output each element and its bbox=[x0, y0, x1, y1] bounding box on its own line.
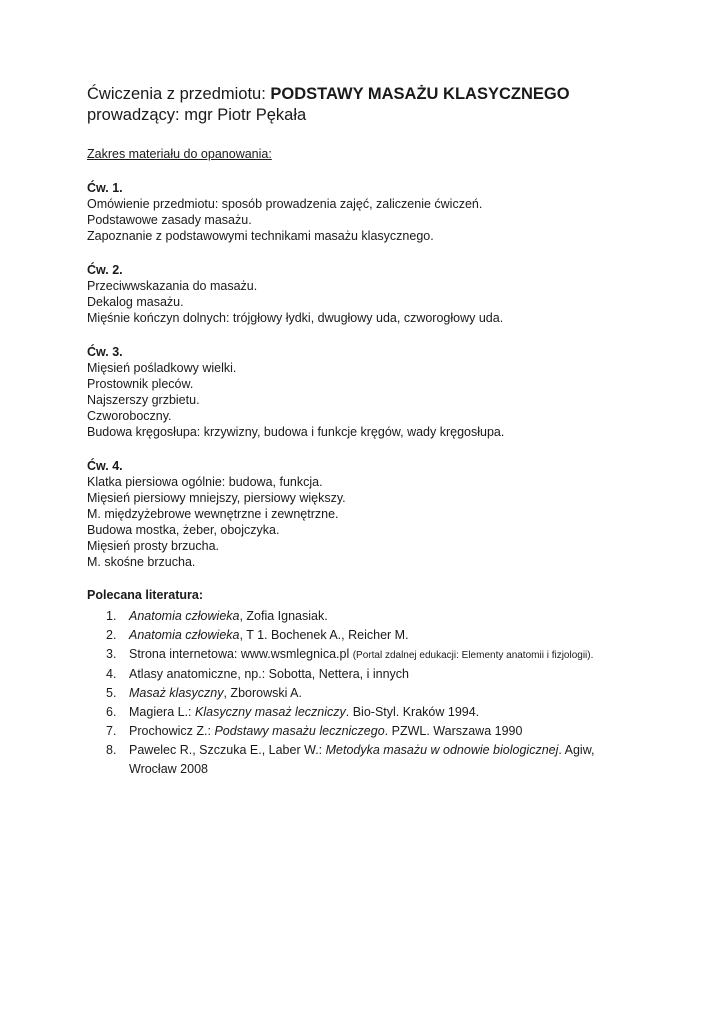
exercise-4-heading: Ćw. 4. bbox=[87, 459, 123, 473]
item-number: 7. bbox=[106, 724, 117, 738]
item-text: . Agiw, Wrocław 2008 bbox=[129, 743, 595, 776]
exercise-line: M. międzyżebrowe wewnętrzne i zewnętrzne. bbox=[87, 507, 339, 521]
item-author: Magiera L.: bbox=[129, 705, 196, 719]
exercise-line: Budowa kręgosłupa: krzywizny, budowa i funkcje kręgów, wady kręgosłupa. bbox=[87, 425, 505, 439]
book-title: Podstawy masażu leczniczego bbox=[214, 724, 385, 738]
exercise-line: Dekalog masażu. bbox=[87, 295, 184, 309]
item-number: 4. bbox=[106, 667, 117, 681]
item-number: 1. bbox=[106, 609, 117, 623]
item-note: (Portal zdalnej edukacji: Elementy anatomii i fizjologii). bbox=[352, 650, 594, 661]
book-title: Klasyczny masaż leczniczy bbox=[195, 705, 346, 719]
literature-item bbox=[87, 645, 639, 665]
item-text: Atlasy anatomiczne, np.: Sobotta, Nettera, i innych bbox=[129, 667, 410, 681]
literature-section bbox=[87, 587, 667, 779]
literature-item bbox=[87, 684, 639, 703]
exercise-line: Klatka piersiowa ogólnie: budowa, funkcja. bbox=[87, 475, 323, 489]
exercise-line: Mięśnie kończyn dolnych: trójgłowy łydki, dwugłowy uda, czworogłowy uda. bbox=[87, 311, 504, 325]
item-text: , T 1. Bochenek A., Reicher M. bbox=[239, 628, 409, 642]
exercise-line: M. skośne brzucha. bbox=[87, 555, 196, 569]
item-text: , Zofia Ignasiak. bbox=[239, 609, 328, 623]
literature-list bbox=[87, 607, 667, 779]
title-prefix: Ćwiczenia z przedmiotu: bbox=[87, 85, 271, 103]
item-number: 8. bbox=[106, 743, 117, 757]
exercise-3-heading: Ćw. 3. bbox=[87, 345, 123, 359]
exercise-line: Mięsień prosty brzucha. bbox=[87, 539, 220, 553]
exercise-1-heading: Ćw. 1. bbox=[87, 181, 123, 195]
exercise-line: Najszerszy grzbietu. bbox=[87, 393, 200, 407]
exercise-line: Zapoznanie z podstawowymi technikami masażu klasycznego. bbox=[87, 229, 434, 243]
exercise-1 bbox=[87, 180, 667, 244]
item-number: 3. bbox=[106, 647, 117, 661]
item-text: Strona internetowa: www.wsmlegnica.pl bbox=[129, 647, 353, 661]
instructor-line: prowadzący: mgr Piotr Pękała bbox=[87, 106, 307, 124]
document-title bbox=[87, 84, 667, 105]
document-page bbox=[87, 84, 667, 779]
exercise-line: Prostownik pleców. bbox=[87, 377, 194, 391]
book-title: Anatomia człowieka bbox=[129, 609, 240, 623]
exercise-2-heading: Ćw. 2. bbox=[87, 263, 123, 277]
scope-heading: Zakres materiału do opanowania: bbox=[87, 147, 272, 161]
exercise-line: Budowa mostka, żeber, obojczyka. bbox=[87, 523, 280, 537]
literature-item bbox=[87, 741, 639, 779]
exercise-line: Omówienie przedmiotu: sposób prowadzenia zajęć, zaliczenie ćwiczeń. bbox=[87, 197, 483, 211]
literature-heading: Polecana literatura: bbox=[87, 588, 204, 602]
exercise-4 bbox=[87, 458, 667, 570]
exercise-3 bbox=[87, 344, 667, 440]
item-number: 2. bbox=[106, 628, 117, 642]
exercise-2 bbox=[87, 262, 667, 326]
exercise-line: Czworoboczny. bbox=[87, 409, 172, 423]
item-author: Prochowicz Z.: bbox=[129, 724, 215, 738]
literature-item bbox=[87, 665, 639, 684]
exercise-line: Mięsień piersiowy mniejszy, piersiowy większy. bbox=[87, 491, 346, 505]
literature-item bbox=[87, 607, 639, 626]
book-title: Masaż klasyczny bbox=[129, 686, 224, 700]
exercise-line: Mięsień pośladkowy wielki. bbox=[87, 361, 237, 375]
course-subject: PODSTAWY MASAŻU KLASYCZNEGO bbox=[270, 85, 570, 103]
exercise-line: Podstawowe zasady masażu. bbox=[87, 213, 252, 227]
item-number: 6. bbox=[106, 705, 117, 719]
item-text: . Bio-Styl. Kraków 1994. bbox=[345, 705, 480, 719]
literature-item bbox=[87, 703, 639, 722]
book-title: Metodyka masażu w odnowie biologicznej bbox=[325, 743, 559, 757]
item-author: Pawelec R., Szczuka E., Laber W.: bbox=[129, 743, 326, 757]
literature-item bbox=[87, 722, 639, 741]
book-title: Anatomia człowieka bbox=[129, 628, 240, 642]
literature-item bbox=[87, 626, 639, 645]
item-number: 5. bbox=[106, 686, 117, 700]
item-text: . PZWL. Warszawa 1990 bbox=[384, 724, 523, 738]
exercise-line: Przeciwwskazania do masażu. bbox=[87, 279, 258, 293]
item-text: , Zborowski A. bbox=[223, 686, 302, 700]
